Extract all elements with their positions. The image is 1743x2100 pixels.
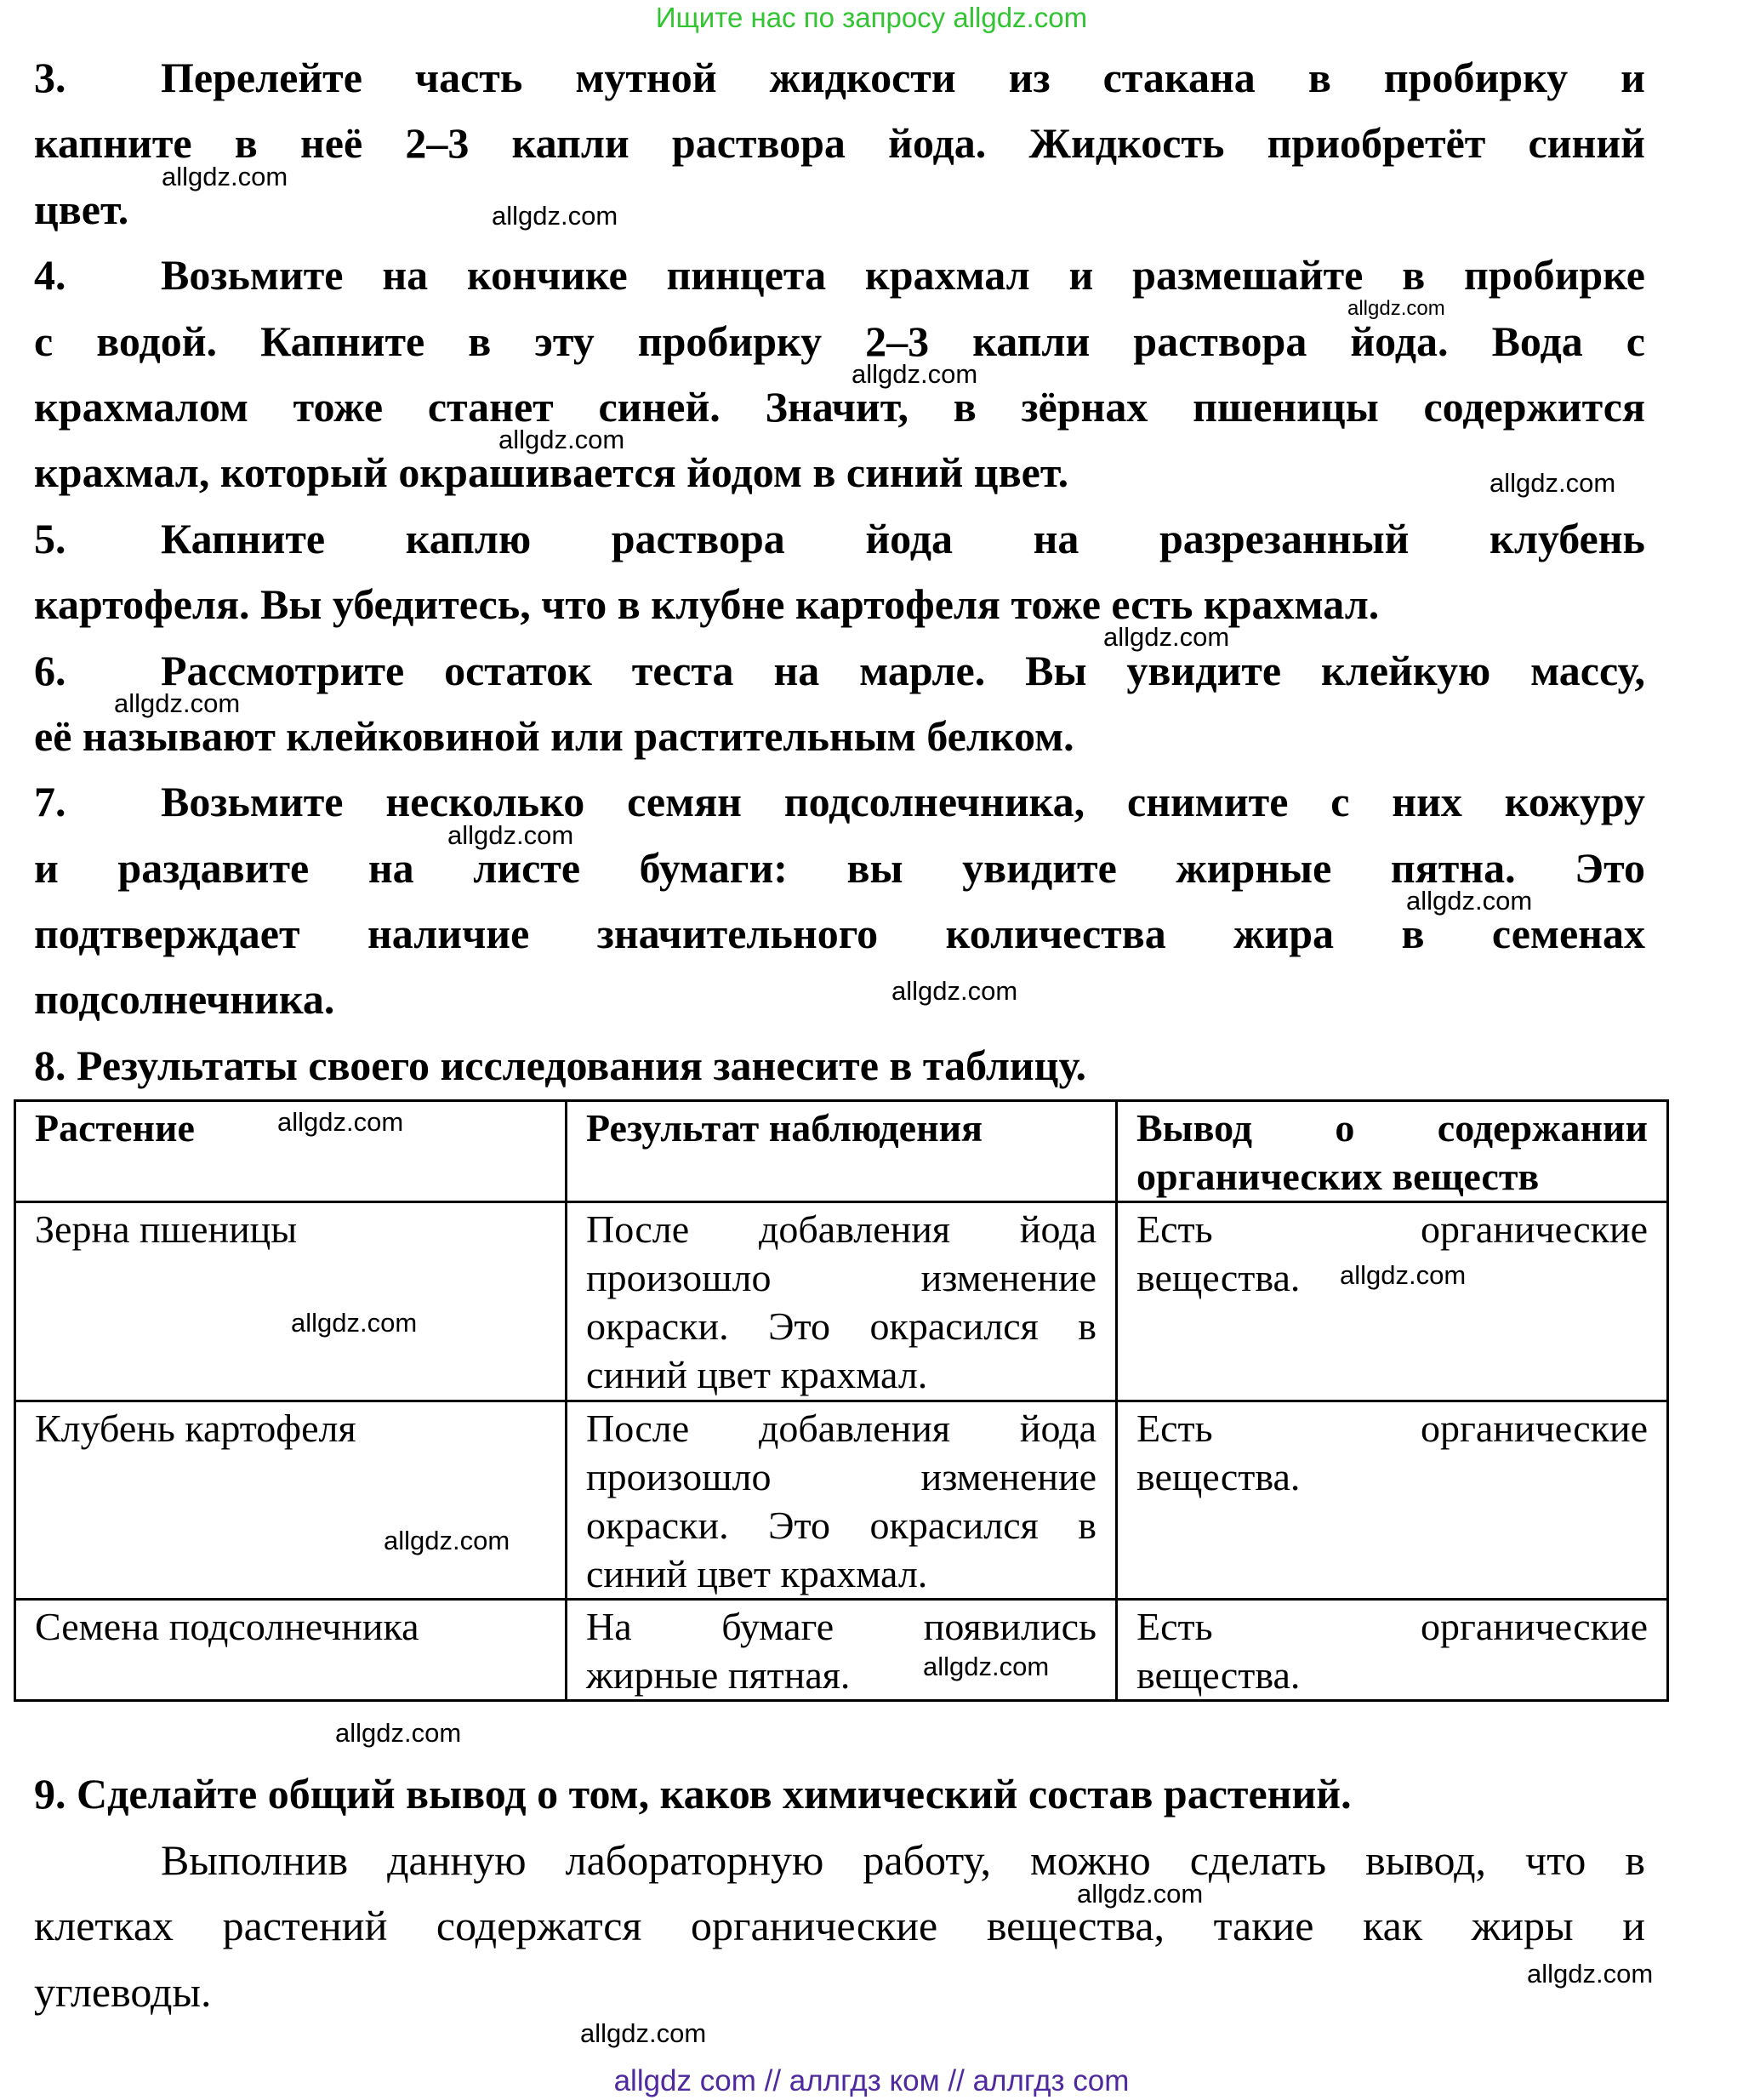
- step-5-line-2: картофеля. Вы убедитесь, что в клубне картофеля тоже есть крахмал.: [34, 580, 1380, 629]
- step-number: 4.: [34, 251, 66, 300]
- conclusion-line-3: углеводы.: [34, 1967, 212, 2016]
- cell-line: жирные пятная.: [586, 1653, 851, 1697]
- step-text: Рассмотрите остаток теста на марле. Вы увидите клейкую массу,: [161, 646, 1645, 694]
- cell-line: Вывод о содержании: [1136, 1106, 1648, 1150]
- step-text: Перелейте часть мутной жидкости из стакана в пробирку и: [161, 54, 1645, 101]
- cell-line: Клубень картофеля: [35, 1407, 356, 1450]
- watermark: allgdz.com: [1527, 1959, 1654, 1989]
- watermark: allgdz.com: [384, 1526, 510, 1555]
- cell-line: вещества.: [1136, 1256, 1301, 1299]
- watermark: allgdz.com: [335, 1718, 462, 1748]
- cell-line: Результат наблюдения: [586, 1106, 983, 1150]
- footer-links: allgdz com // аллгдз ком // аллгдз com: [613, 2064, 1130, 2097]
- header-conclusion: [1117, 1101, 1668, 1202]
- cell-line: произошло изменение: [586, 1256, 1096, 1299]
- step-9-heading: 9. Сделайте общий вывод о том, каков химический состав растений.: [34, 1770, 1352, 1818]
- step-number: 5.: [34, 514, 66, 562]
- watermark: allgdz.com: [114, 688, 241, 718]
- header-observation: [567, 1101, 1117, 1202]
- cell-observation: [567, 1401, 1117, 1600]
- steps: [34, 45, 1645, 1099]
- step-text: Возьмите на кончике пинцета крахмал и размешайте в пробирке: [161, 251, 1645, 300]
- watermark: allgdz.com: [580, 2018, 707, 2048]
- step-7-line-2: и раздавите на листе бумаги: вы увидите жирные пятна. Это: [34, 843, 1645, 892]
- watermark: allgdz.com: [1340, 1260, 1467, 1290]
- watermark: allgdz.com: [277, 1107, 404, 1137]
- cell-line: синий цвет крахмал.: [586, 1353, 928, 1396]
- step-text: Капните каплю раствора йода на разрезанный клубень: [161, 514, 1645, 562]
- watermark: allgdz.com: [498, 425, 625, 454]
- step-number: 7.: [34, 778, 66, 826]
- cell-line: окраски. Это окрасился в: [586, 1504, 1096, 1547]
- watermark: allgdz.com: [852, 359, 978, 389]
- header-banner: Ищите нас по запросу allgdz.com: [655, 2, 1088, 33]
- step-4-line-4: крахмал, который окрашивается йодом в синий цвет.: [34, 448, 1069, 497]
- watermark: allgdz.com: [447, 820, 574, 850]
- watermark: allgdz.com: [923, 1652, 1050, 1681]
- cell-plant: [15, 1600, 567, 1701]
- step-number: 3.: [34, 54, 66, 101]
- results-table: [14, 1099, 1669, 1702]
- conclusion-line-2: клетках растений содержатся органические вещества, такие как жиры и: [34, 1902, 1645, 1950]
- cell-line: Семена подсолнечника: [35, 1605, 419, 1648]
- step-4-line-3: крахмалом тоже станет синей. Значит, в зёрнах пшеницы содержится: [34, 382, 1645, 431]
- watermark: allgdz.com: [891, 976, 1018, 1006]
- watermark: allgdz.com: [291, 1308, 418, 1338]
- watermark: allgdz.com: [1347, 297, 1445, 320]
- cell-line: На бумаге появились: [586, 1605, 1096, 1648]
- watermark: allgdz.com: [1406, 886, 1533, 916]
- cell-line: органических веществ: [1136, 1155, 1540, 1198]
- step-3-line-3: цвет.: [34, 185, 129, 233]
- step-5-line-1: [34, 506, 1645, 572]
- cell-line: Зерна пшеницы: [35, 1207, 298, 1251]
- cell-line: Растение: [35, 1106, 195, 1150]
- cell-line: Есть органические: [1136, 1605, 1648, 1648]
- step-7-line-1: [34, 769, 1645, 835]
- cell-observation: [567, 1600, 1117, 1701]
- table-row: [15, 1401, 1668, 1600]
- cell-line: Есть органические: [1136, 1207, 1648, 1251]
- step-3-line-2: капните в неё 2–3 капли раствора йода. Жидкость приобретёт синий: [34, 119, 1645, 168]
- step-7-line-4: подсолнечника.: [34, 975, 335, 1024]
- watermark: allgdz.com: [1103, 622, 1230, 652]
- watermark: allgdz.com: [1077, 1879, 1204, 1909]
- cell-conclusion: [1117, 1202, 1668, 1401]
- step-6-line-1: [34, 638, 1645, 704]
- watermark: allgdz.com: [162, 162, 288, 191]
- cell-plant: [15, 1202, 567, 1401]
- step-number: 6.: [34, 646, 66, 694]
- cell-line: вещества.: [1136, 1455, 1301, 1498]
- step-4-line-2: с водой. Капните в эту пробирку 2–3 капли раствора йода. Вода с: [34, 317, 1645, 365]
- table-row: [15, 1600, 1668, 1701]
- conclusion-paragraph: [34, 1828, 1645, 2025]
- step-7-line-3: подтверждает наличие значительного количества жира в семенах: [34, 910, 1645, 958]
- cell-plant: [15, 1401, 567, 1600]
- cell-conclusion: [1117, 1401, 1668, 1600]
- step-text: Возьмите несколько семян подсолнечника, снимите с них кожуру: [161, 778, 1645, 826]
- cell-line: вещества.: [1136, 1653, 1301, 1697]
- conclusion-text: Выполнив данную лабораторную работу, можно сделать вывод, что в: [161, 1836, 1645, 1884]
- cell-observation: [567, 1202, 1117, 1401]
- watermark: allgdz.com: [1490, 468, 1616, 498]
- cell-line: окраски. Это окрасился в: [586, 1304, 1096, 1348]
- cell-line: Есть органические: [1136, 1407, 1648, 1450]
- conclusion-line-1: [34, 1828, 1645, 1893]
- table-header-row: [15, 1101, 1668, 1202]
- watermark: allgdz.com: [492, 201, 618, 231]
- step-3-line-1: [34, 45, 1645, 111]
- step-6-line-2: её называют клейковиной или растительным белком.: [34, 711, 1074, 760]
- table-row: [15, 1202, 1668, 1401]
- cell-line: произошло изменение: [586, 1455, 1096, 1498]
- step-8-heading: 8. Результаты своего исследования занесите в таблицу.: [34, 1041, 1086, 1089]
- cell-line: После добавления йода: [586, 1407, 1096, 1450]
- cell-line: После добавления йода: [586, 1207, 1096, 1251]
- cell-conclusion: [1117, 1600, 1668, 1701]
- cell-line: синий цвет крахмал.: [586, 1552, 928, 1595]
